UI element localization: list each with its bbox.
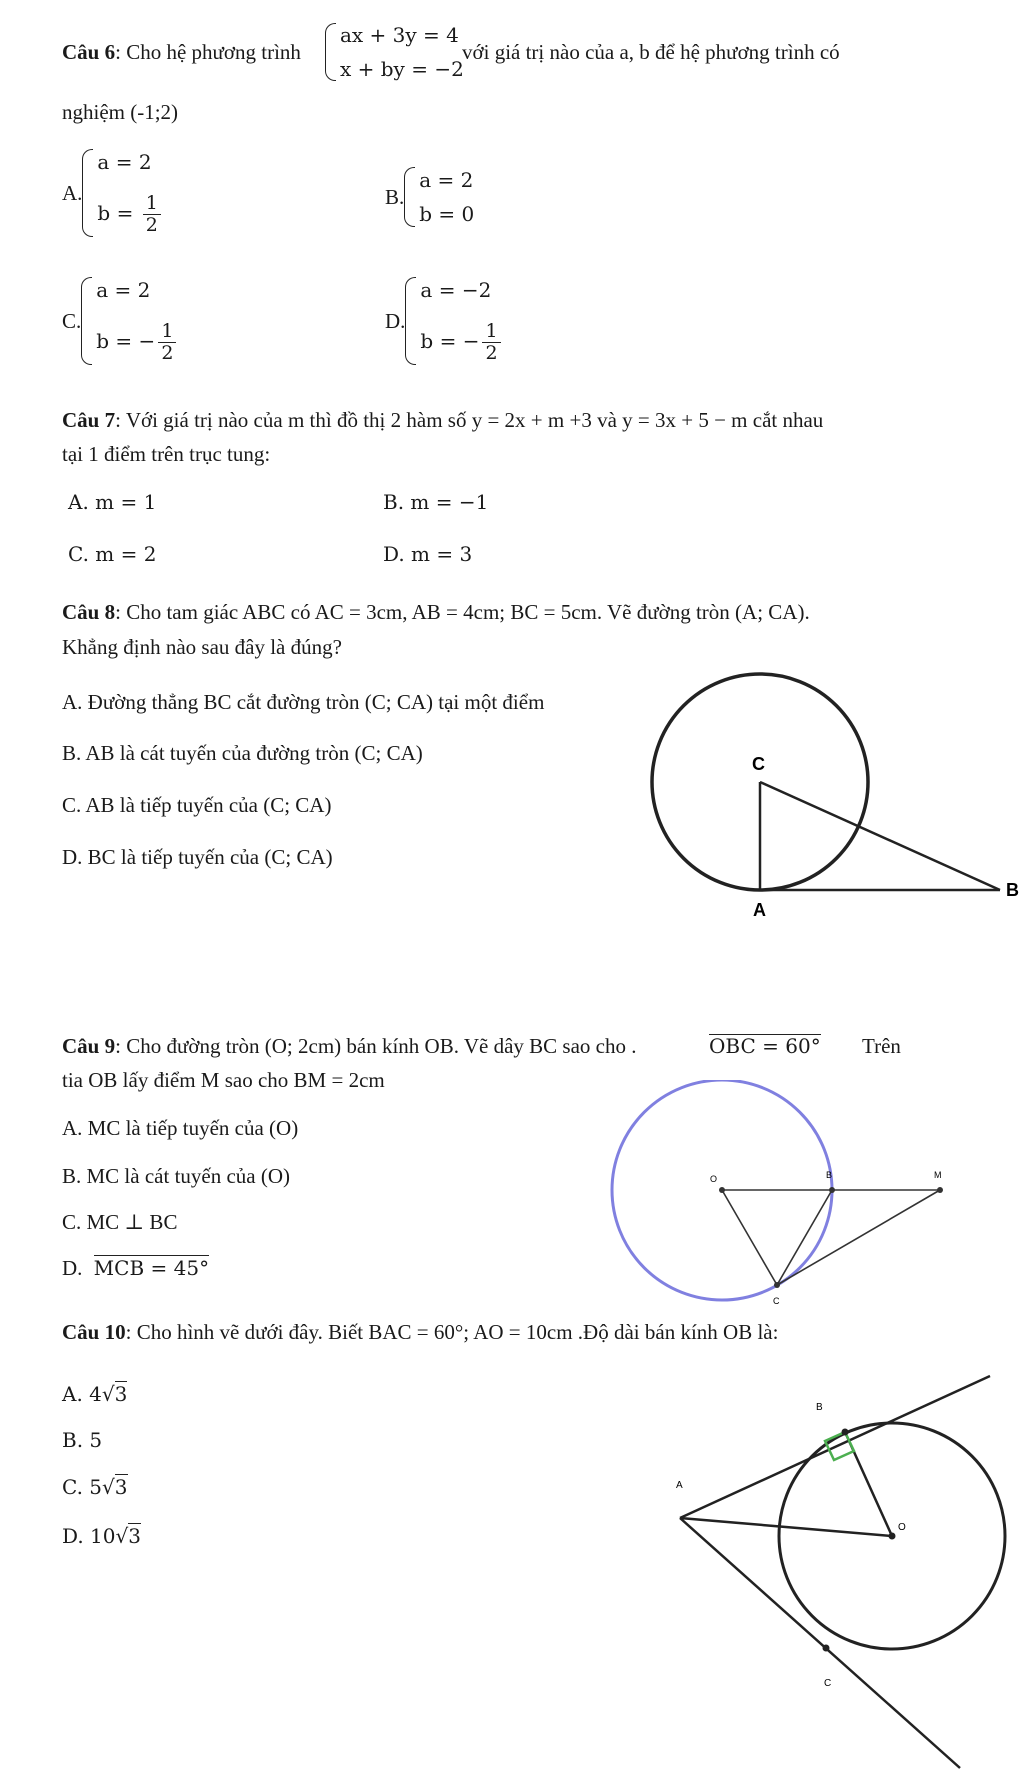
frac-den: 2	[145, 214, 158, 237]
q10-figure	[660, 1370, 1024, 1770]
point-c	[823, 1645, 830, 1652]
point-label-c: C	[773, 1296, 780, 1306]
brace	[325, 23, 336, 81]
q9-option-c: C. MC ⊥ BC	[62, 1210, 178, 1234]
point-b	[842, 1429, 849, 1436]
option-line1: a = −2	[420, 278, 492, 302]
option-line1: a = 2	[419, 168, 474, 192]
q7-option-b: B. m = −1	[383, 490, 489, 514]
q8-label: Câu 8	[62, 600, 116, 624]
point-c	[774, 1282, 780, 1288]
option-text: A. 4	[62, 1382, 102, 1406]
point-label-m: M	[934, 1170, 942, 1180]
q8-option-d: D. BC là tiếp tuyến của (C; CA)	[62, 845, 333, 869]
q10-label: Câu 10	[62, 1320, 126, 1344]
q9-line2: tia OB lấy điểm M sao cho BM = 2cm	[62, 1068, 385, 1092]
q7-line2: tại 1 điểm trên trục tung:	[62, 442, 271, 466]
option-line2: b = 0	[419, 202, 475, 226]
q7-option-a: A. m = 1	[68, 490, 157, 514]
q6-text-after: với giá trị nào của a, b để hệ phương trình có	[462, 40, 840, 64]
q10-option-a: A. 4√3	[62, 1382, 128, 1406]
brace	[405, 277, 416, 365]
q7-line1	[62, 408, 823, 433]
option-line1: a = 2	[97, 150, 152, 174]
q8-option-b: B. AB là cát tuyến của đường tròn (C; CA)	[62, 741, 423, 765]
radicand: 3	[114, 1475, 128, 1499]
q8-line2: Khẳng định nào sau đây là đúng?	[62, 635, 342, 659]
q6-option-c	[62, 276, 176, 366]
q9-angle: OBC = 60°	[709, 1034, 821, 1058]
q9-option-b: B. MC là cát tuyến của (O)	[62, 1164, 291, 1188]
frac-den: 2	[485, 342, 498, 365]
q6-label: Câu 6	[62, 40, 116, 64]
q6-line1	[62, 40, 301, 65]
q9-option-d	[62, 1256, 209, 1281]
tangent-ac	[680, 1518, 960, 1768]
point-label-c: C	[752, 754, 765, 774]
segment-mc	[777, 1190, 940, 1285]
point-label-b: B	[1006, 880, 1019, 900]
q10-line1	[62, 1320, 778, 1345]
segment-cb	[760, 782, 1000, 890]
frac-den: 2	[161, 342, 174, 365]
q9-text-end: Trên	[862, 1034, 901, 1058]
q9-option-a: A. MC là tiếp tuyến của (O)	[62, 1116, 299, 1140]
q7-option-c: C. m = 2	[68, 542, 157, 566]
option-line2: b = −	[96, 329, 156, 354]
q10-text: : Cho hình vẽ dưới đây. Biết BAC = 60°; AO = 10cm .Độ dài bán kính OB là:	[125, 1320, 779, 1344]
q6-option-d	[385, 276, 501, 366]
q8-text: : Cho tam giác ABC có AC = 3cm, AB = 4cm; BC = 5cm. Vẽ đường tròn (A; CA).	[115, 600, 810, 624]
option-label: C.	[62, 308, 82, 333]
q7-text: : Với giá trị nào của m thì đồ thị 2 hàm số y = 2x + m +3 và y = 3x + 5 − m cắt nhau	[115, 408, 824, 432]
option-line2: b = −	[420, 329, 480, 354]
q10-option-c: C. 5√3	[62, 1475, 128, 1499]
q8-option-c: C. AB là tiếp tuyến của (C; CA)	[62, 793, 332, 817]
point-label-b: B	[826, 1170, 833, 1180]
point-label-a: A	[753, 900, 766, 920]
q8-line1	[62, 600, 810, 625]
frac-num: 1	[143, 193, 161, 215]
point-m	[937, 1187, 943, 1193]
segment-ao	[680, 1518, 892, 1536]
option-label: A.	[62, 180, 83, 205]
point-label-o: O	[898, 1522, 906, 1533]
radicand: 3	[114, 1382, 128, 1406]
point-o	[889, 1533, 896, 1540]
option-text: C. 5	[62, 1475, 103, 1499]
brace	[81, 277, 92, 365]
option-label: D.	[62, 1256, 83, 1280]
option-line1: a = 2	[96, 278, 151, 302]
option-label: B.	[385, 184, 405, 209]
q9-option-d-angle: MCB = 45°	[93, 1256, 210, 1280]
point-o	[719, 1187, 725, 1193]
q7-option-d: D. m = 3	[383, 542, 473, 566]
brace	[82, 149, 93, 237]
q6-option-a	[62, 148, 161, 238]
q9-text: : Cho đường tròn (O; 2cm) bán kính OB. Vẽ dây BC sao cho .	[115, 1034, 637, 1058]
option-label: D.	[385, 308, 406, 333]
point-b	[829, 1187, 835, 1193]
frac-num: 1	[482, 321, 500, 343]
q6-line2: nghiệm (-1;2)	[62, 100, 179, 124]
q6-text-before: : Cho hệ phương trình	[115, 40, 301, 64]
point-label-a: A	[676, 1480, 683, 1491]
point-label-o: O	[710, 1174, 718, 1184]
segment-bc	[777, 1190, 832, 1285]
q9-line1	[62, 1034, 637, 1059]
q7-label: Câu 7	[62, 408, 116, 432]
tangent-ab	[680, 1376, 990, 1518]
q10-option-b: B. 5	[62, 1428, 103, 1452]
option-text: D. 10	[62, 1524, 116, 1548]
q6-eq1: ax + 3y = 4	[340, 23, 459, 47]
q9-figure	[600, 1080, 1020, 1310]
option-line2: b =	[97, 201, 140, 226]
q6-system	[325, 22, 464, 82]
q8-option-a: A. Đường thẳng BC cắt đường tròn (C; CA) tại một điểm	[62, 690, 545, 714]
q6-option-b	[385, 166, 474, 228]
radicand: 3	[128, 1524, 141, 1548]
point-label-c: C	[824, 1678, 832, 1689]
q10-option-d: D. 10√3	[62, 1524, 141, 1548]
segment-oc	[722, 1190, 777, 1285]
point-label-b: B	[816, 1402, 823, 1413]
q9-label: Câu 9	[62, 1034, 116, 1058]
brace	[404, 167, 415, 227]
frac-num: 1	[158, 321, 176, 343]
q6-eq2: x + by = −2	[340, 57, 464, 81]
q8-figure	[620, 660, 1020, 940]
